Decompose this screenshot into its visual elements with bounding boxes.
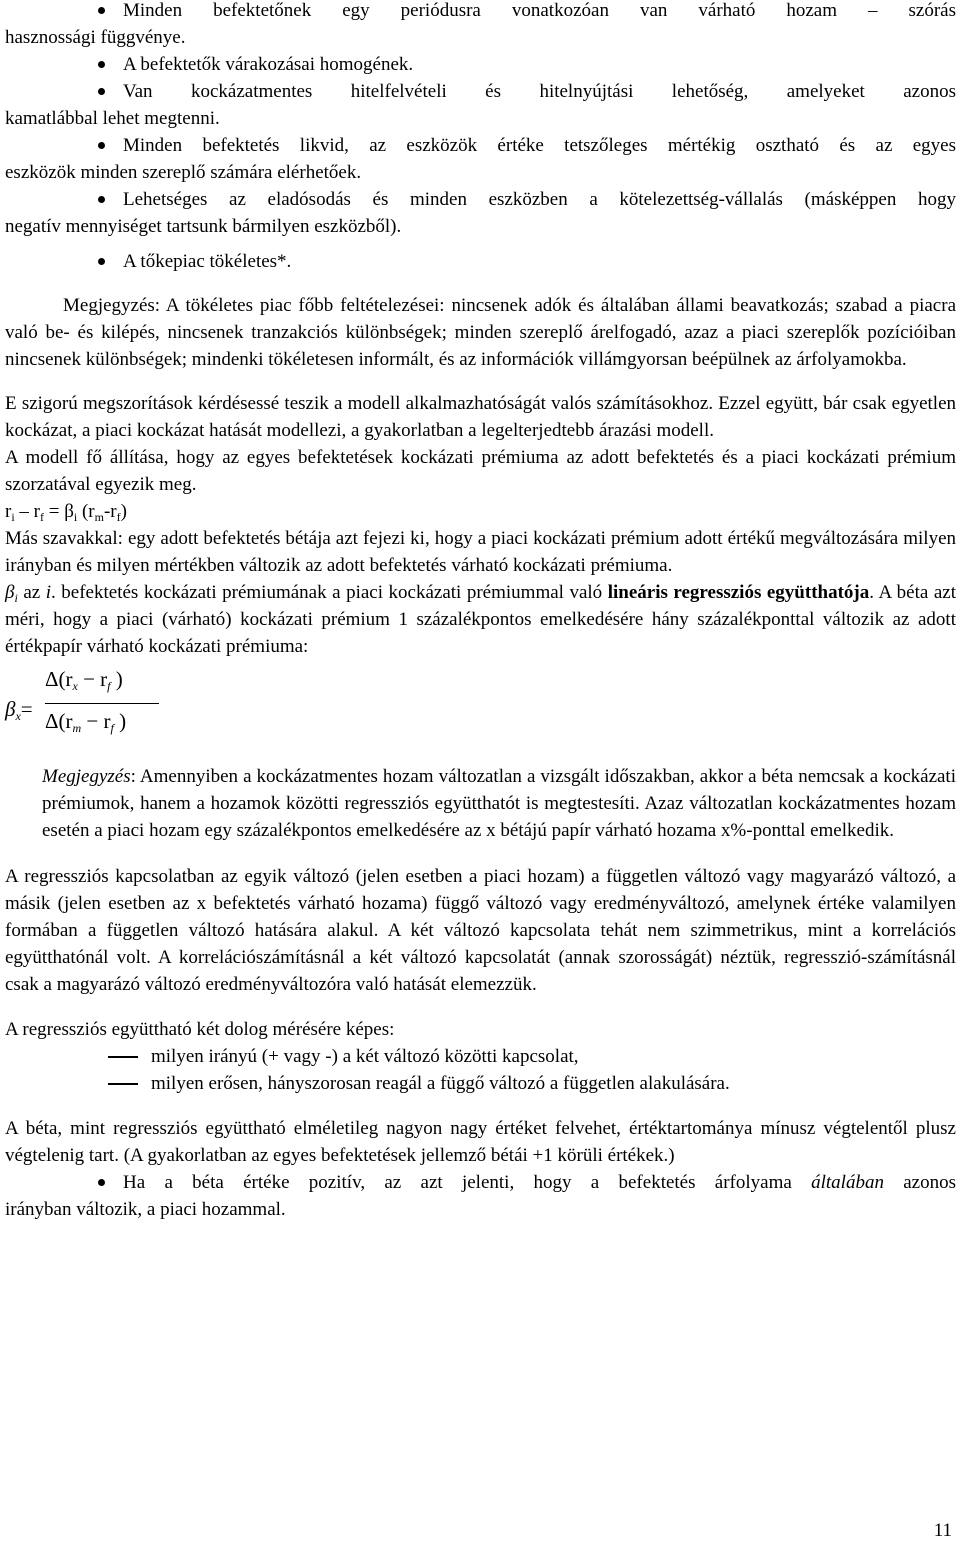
document-page xyxy=(5,0,956,1223)
dash-list-item xyxy=(5,1070,956,1097)
paragraph-mas-szavakkal: Más szavakkal: egy adott befektetés bétája azt fejezi ki, hogy a piaci kockázati prémium adott értékű megváltozására milyen irányban és milyen mértékben változik az adott befektetés várható kockázati prémiuma. xyxy=(5,528,956,576)
bullet-icon xyxy=(98,61,105,68)
dash-item-text: milyen irányú (+ vagy -) a két változó közötti kapcsolat, xyxy=(151,1046,579,1067)
page-number: 11 xyxy=(933,1520,952,1541)
formula-denominator: $\Delta(r_m - r_f$ ) xyxy=(45,709,127,735)
bullet-text: Minden befektetés likvid, az eszközök értéke tetszőleges mértékig osztható és az egyes xyxy=(123,135,956,156)
paragraph-regresszios-egyutthato: A regressziós együttható két dolog mérésére képes: xyxy=(5,1019,395,1040)
bullet-icon xyxy=(98,1179,105,1186)
bullet-text: A tőkepiac tökéletes*. xyxy=(123,251,292,272)
bullet-item xyxy=(5,248,956,275)
bullet-text: negatív mennyiséget tartsunk bármilyen eszközből). xyxy=(5,216,402,237)
bullet-item xyxy=(5,78,956,132)
bullet-item xyxy=(5,186,956,240)
bullet-text: Ha a béta értéke pozitív, az azt jelenti, hogy a befektetés árfolyama általában azonos xyxy=(123,1172,957,1193)
bullet-text: hasznossági függvénye. xyxy=(5,27,186,48)
fraction-bar xyxy=(45,703,159,704)
bullet-item xyxy=(5,51,956,78)
paragraph-modell-allitasa: A modell fő állítása, hogy az egyes befektetések kockázati prémiuma az adott befektetés és a piaci kockázati prémium szorzatával egyezik meg. xyxy=(5,447,956,495)
dash-icon xyxy=(108,1083,138,1085)
formula-lhs: $\beta_x=$ xyxy=(5,697,33,723)
paragraph-beta-ertektartomany: A béta, mint regressziós együttható elméletileg nagyon nagy értéket felvehet, értéktartománya mínusz végtelentől plusz végtelenig tart. (A gyakorlatban az egyes befektetések jellemző bétái +1 körüli értékek.) xyxy=(5,1118,956,1166)
bullet-text: Lehetséges az eladósodás és minden eszközben a kötelezettség-vállalás (másképpen hogy xyxy=(123,189,956,210)
bullet-icon xyxy=(98,258,105,265)
bullet-text: Minden befektetőnek egy periódusra vonatkozóan van várható hozam – szórás xyxy=(123,0,956,21)
bullet-text: Van kockázatmentes hitelfelvételi és hitelnyújtási lehetőség, amelyeket azonos xyxy=(123,81,956,102)
bullet-item xyxy=(5,132,956,186)
bullet-item xyxy=(5,0,956,51)
bullet-text: kamatlábbal lehet megtenni. xyxy=(5,108,220,129)
bullet-text: A befektetők várakozásai homogének. xyxy=(123,54,414,75)
note-tokeletes-piac: Megjegyzés: A tökéletes piac főbb feltételezései: nincsenek adók és általában állami beavatkozás; szabad a piacra való be- és kilépés, nincsenek tranzakciós különbségek; minden szereplő árelfogadó, azaz a piaci szereplők pozícióiban nincsenek különbségek; mindenki tökéletesen informált, és az információk villámgyorsan beépülnek az árfolyamokba. xyxy=(5,295,956,370)
dash-icon xyxy=(108,1056,138,1058)
capm-equation: $r_i - r_f = \beta_i$ $(r_m-r_f)$ xyxy=(5,501,127,524)
bullet-icon xyxy=(98,7,105,14)
paragraph-regresszios-kapcsolat: A regressziós kapcsolatban az egyik változó (jelen esetben a piaci hozam) a független változó vagy magyarázó változó, a másik (jelen esetben az x befektetés várható hozama) függő változó vagy eredményváltozó, amelynek értéke valamilyen formában a független változó hatására alakul. A két változó kapcsolata tehát nem szimmetrikus, mint a korrelációs együtthatónál volt. A korrelációszámításnál a két változó kapcsolatát (annak szorosságát) néztük, regresszió-számításnál csak a magyarázó változó eredményváltozóra való hatását elemezzük. xyxy=(5,866,956,995)
paragraph-megszoritasok: E szigorú megszorítások kérdésessé teszik a modell alkalmazhatóságát valós számításokhoz. Ezzel együtt, bár csak egyetlen kockázat, a piaci kockázat hatását modellezi, a gyakorlatban a legelterjedtebb árazási modell. xyxy=(5,393,956,441)
beta-formula xyxy=(5,666,956,748)
bullet-item xyxy=(5,1169,956,1223)
bullet-text: irányban változik, a piaci hozammal. xyxy=(5,1199,286,1220)
formula-numerator: $\Delta(r_x - r_f$ ) xyxy=(45,667,123,693)
dash-item-text: milyen erősen, hányszorosan reagál a függő változó a független alakulására. xyxy=(151,1073,730,1094)
paragraph-beta-definicio: $\beta_i$ az i. befektetés kockázati prémiumának a piaci kockázati prémiummal való lineáris regressziós együtthatója. A béta azt méri, hogy a piaci (várható) kockázati prémium 1 százalékpontos emelkedésére hány százalékponttal változik az adott értékpapír várható kockázati prémiuma: xyxy=(5,582,956,657)
bullet-icon xyxy=(98,142,105,149)
bullet-icon xyxy=(98,88,105,95)
bullet-icon xyxy=(98,196,105,203)
bullet-text: eszközök minden szereplő számára elérhetőek. xyxy=(5,162,362,183)
note-kockazatmentes-hozam: Megjegyzés: Amennyiben a kockázatmentes hozam változatlan a vizsgált időszakban, akkor a béta nemcsak a kockázati prémiumok, hanem a hozamok közötti regressziós együtthatót is megtestesíti. Azaz változatlan kockázatmentes hozam esetén a piaci hozam egy százalékpontos emelkedésére az x bétájú papír várható hozama x%-ponttal emelkedik. xyxy=(42,766,956,841)
dash-list-item xyxy=(5,1043,956,1070)
